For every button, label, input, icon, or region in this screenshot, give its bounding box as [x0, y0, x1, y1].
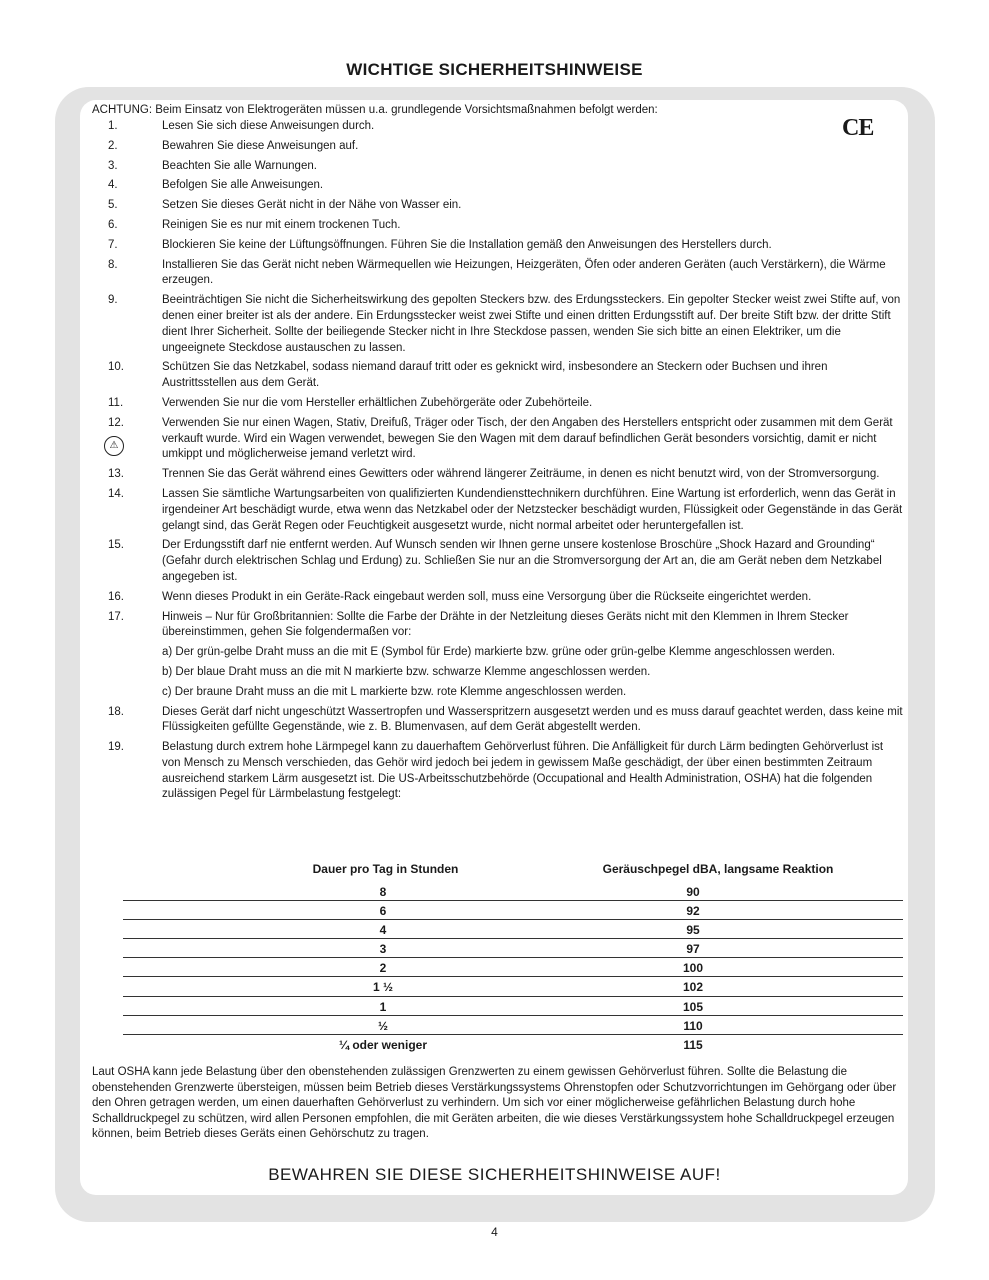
list-item: [108, 665, 904, 681]
cell-duration: 1: [379, 999, 387, 1014]
list-item-number: 19.: [108, 741, 124, 754]
footer-title: BEWAHREN SIE DIESE SICHERHEITSHINWEISE AUF!: [268, 1165, 721, 1184]
list-item-number: 4.: [108, 179, 118, 192]
list-item-text: Setzen Sie dieses Gerät nicht in der Nähe von Wasser ein.: [162, 199, 462, 212]
intro-warning: ACHTUNG: Beim Einsatz von Elektrogeräten müssen u.a. grundlegende Vorsichtsmaßnahmen befolgt werden:: [92, 104, 658, 116]
table-row: [123, 958, 903, 977]
cell-duration: 8: [379, 885, 387, 899]
list-item-number: 16.: [108, 590, 124, 603]
list-item-number: 14.: [108, 487, 124, 500]
list-item-text: Blockieren Sie keine der Lüftungsöffnungen. Führen Sie die Installation gemäß den Anweisungen des Herstellers durch.: [162, 238, 772, 251]
list-item-text: Reinigen Sie es nur mit einem trockenen Tuch.: [162, 218, 401, 231]
list-item-number: 18.: [108, 705, 124, 718]
cell-duration: 2: [379, 961, 387, 976]
cart-warning-icon: ⚠: [104, 436, 124, 456]
table-row: [123, 939, 903, 958]
table-row: [123, 1016, 903, 1035]
list-item: [108, 487, 904, 534]
table-row: [123, 977, 903, 996]
list-item: [108, 705, 904, 737]
list-item: [108, 198, 904, 214]
list-item: [108, 590, 904, 606]
list-item-text: c) Der braune Draht muss an die mit L markierte bzw. rote Klemme angeschlossen werden.: [162, 685, 627, 698]
osha-paragraph: Laut OSHA kann jede Belastung über den obenstehenden zulässigen Grenzwerten zu einem gewissen Gehörverlust führen. Sollte die Belastung die obenstehenden Grenzwerte übersteigen, müssen beim Betrieb dieses Verstärkungssystems Ohrenstopfen oder Schutzvorrichtungen im Gehörgang oder über den Ohren getragen werden, um einen dauerhaften Gehörverlust zu verhindern. Um sich vor einer möglicherweise gefährlichen Belastung durch hohe Schalldruckpegel zu schützen, wird allen Personen empfohlen, die mit Geräten arbeiten, die wie dieses Verstärkungssystem hohe Schalldruckpegel erzeugen können, beim Betrieb dieses Geräts einen Gehörschutz zu tragen.: [92, 1066, 897, 1140]
list-item-number: 11.: [108, 396, 124, 409]
cell-duration: 1 ½: [372, 980, 393, 995]
list-item-text: Trennen Sie das Gerät während eines Gewitters oder während längerer Zeiträume, in denen es nicht benutzt wird, von der Stromversorgung.: [162, 468, 880, 481]
cell-duration: 6: [379, 904, 387, 919]
cell-level: 95: [686, 923, 700, 938]
list-item-text: Beeinträchtigen Sie nicht die Sicherheitswirkung des gepolten Steckers bzw. des Erdungssteckers. Ein gepolter Stecker weist zwei Stifte auf, von denen einer breiter ist als der andere. Ein Erdungsstecker weist zwei Stifte und einen dritten Erdungsstift auf. Der breite Stift bzw. der dritte Stift dient Ihrer Sicherheit. Sollte der beiliegende Stecker nicht in Ihre Steckdose passen, wenden Sie sich bitte an einen Elektriker, um die ungeeignete Steckdose austauschen zu lassen.: [162, 294, 901, 354]
list-item: [108, 159, 904, 175]
cell-level: 92: [686, 904, 700, 919]
table-header: [123, 862, 903, 882]
list-item-text: b) Der blaue Draht muss an die mit N markierte bzw. schwarze Klemme angeschlossen werden.: [162, 665, 651, 678]
cell-level: 102: [682, 980, 704, 995]
list-item-text: Hinweis – Nur für Großbritannien: Sollte die Farbe der Drähte in der Netzleitung dieses Geräts nicht mit den Klemmen in Ihrem Stecker übereinstimmen, gehen Sie folgendermaßen vor:: [162, 610, 849, 639]
page-number: 4: [491, 1225, 498, 1239]
list-item: [108, 178, 904, 194]
list-item: [108, 293, 904, 356]
list-item-number: 9.: [108, 294, 118, 307]
noise-exposure-table: [123, 862, 903, 1053]
list-item-number: 12.: [108, 416, 124, 429]
cell-duration: 4: [379, 923, 387, 938]
list-item-number: 17.: [108, 610, 124, 623]
cell-level: 115: [683, 1037, 703, 1052]
cell-level: 110: [683, 1018, 703, 1033]
list-item: [108, 139, 904, 155]
list-item-text: Bewahren Sie diese Anweisungen auf.: [162, 139, 359, 152]
table-row: [123, 997, 903, 1016]
list-item: [108, 218, 904, 234]
list-item-text: Schützen Sie das Netzkabel, sodass niemand darauf tritt oder es geknickt wird, insbesondere an Steckern oder Buchsen und ihren Austrittsstellen aus dem Gerät.: [162, 361, 828, 390]
list-item-text: Verwenden Sie nur einen Wagen, Stativ, Dreifuß, Träger oder Tisch, der den Angaben des Herstellers entspricht oder zusammen mit dem Gerät verkauft wurde. Wird ein Wagen verwendet, bewegen Sie den Wagen mit dem darauf befindlichen Gerät besonders vorsichtig, damit er nicht umkippt und möglicherweise jemand verletzt wird.: [162, 416, 893, 461]
list-item: [108, 416, 904, 463]
list-item: [108, 685, 904, 701]
list-item-number: 2.: [108, 139, 118, 152]
list-item: [108, 740, 904, 803]
list-item-text: Verwenden Sie nur die vom Hersteller erhältlichen Zubehörgeräte oder Zubehörteile.: [162, 396, 593, 409]
table-row: [123, 1035, 903, 1053]
list-item: [108, 360, 904, 392]
cell-duration: ½: [377, 1018, 388, 1033]
list-item: [108, 610, 904, 642]
list-item: [108, 538, 904, 585]
cell-level: 100: [682, 961, 704, 976]
list-item-number: 13.: [108, 468, 124, 481]
list-item-number: 6.: [108, 218, 118, 231]
page-title: WICHTIGE SICHERHEITSHINWEISE: [346, 60, 643, 79]
cell-level: 90: [686, 885, 700, 899]
ce-mark-icon: CE: [842, 115, 874, 141]
list-item-number: 7.: [108, 238, 118, 251]
header-level: Geräuschpegel dBA, langsame Reaktion: [602, 862, 834, 876]
list-item: [108, 467, 904, 483]
cell-duration: 3: [379, 942, 387, 957]
list-item-number: 15.: [108, 539, 124, 552]
cell-level: 105: [682, 999, 704, 1014]
list-item-number: 3.: [108, 159, 118, 172]
cell-duration: ¼ oder weniger: [338, 1037, 428, 1052]
list-item: [108, 238, 904, 254]
list-item-text: Lesen Sie sich diese Anweisungen durch.: [162, 120, 375, 132]
list-item-text: Befolgen Sie alle Anweisungen.: [162, 179, 324, 192]
list-item: [108, 396, 904, 412]
safety-instructions-list: [108, 119, 904, 807]
list-item: [108, 258, 904, 290]
list-item-number: 8.: [108, 258, 118, 271]
list-item: [108, 119, 904, 135]
list-item-number: 1.: [108, 120, 118, 132]
table-row: [123, 882, 903, 901]
table-row: [123, 920, 903, 939]
list-item-text: a) Der grün-gelbe Draht muss an die mit E (Symbol für Erde) markierte bzw. grüne oder grün-gelbe Klemme angeschlossen werden.: [162, 646, 836, 659]
list-item-number: 5.: [108, 199, 118, 212]
list-item: [108, 645, 904, 661]
header-duration: Dauer pro Tag in Stunden: [312, 862, 459, 876]
table-row: [123, 901, 903, 920]
list-item-text: Dieses Gerät darf nicht ungeschützt Wassertropfen und Wasserspritzern ausgesetzt werden und es muss darauf geachtet werden, dass keine mit Flüssigkeiten gefüllte Gegenstände, wie z. B. Blumenvasen, auf dem Gerät abgestellt werden.: [162, 705, 903, 734]
list-item-text: Der Erdungsstift darf nie entfernt werden. Auf Wunsch senden wir Ihnen gerne unsere kostenlose Broschüre „Shock Hazard and Grounding“ (Gefahr durch elektrischen Schlag und Erdung) zu. Schließen Sie nur an die Stromversorgung der Art an, die am Gerät neben dem Netzkabel angegeben ist.: [162, 539, 882, 583]
list-item-text: Lassen Sie sämtliche Wartungsarbeiten von qualifizierten Kundendiensttechnikern durchführen. Eine Wartung ist erforderlich, wenn das Gerät in irgendeiner Art beschädigt wurde, etwa wenn das Netzkabel oder der Netzstecker beschädigt wurden, Flüssigkeit oder Gegenstände in das Gerät gelangt sind, das Gerät Regen oder Feuchtigkeit ausgesetzt wurde, nicht normal arbeitet oder heruntergefallen ist.: [162, 487, 903, 532]
cell-level: 97: [686, 942, 700, 957]
list-item-text: Beachten Sie alle Warnungen.: [162, 159, 317, 172]
list-item-number: 10.: [108, 361, 124, 374]
list-item-text: Installieren Sie das Gerät nicht neben Wärmequellen wie Heizungen, Heizgeräten, Öfen oder anderen Geräten (auch Verstärkern), die Wärme erzeugen.: [162, 258, 886, 287]
list-item-text: Wenn dieses Produkt in ein Geräte-Rack eingebaut werden soll, muss eine Versorgung über die Rückseite eingerichtet werden.: [162, 590, 812, 603]
list-item-text: Belastung durch extrem hohe Lärmpegel kann zu dauerhaftem Gehörverlust führen. Die Anfälligkeit für durch Lärm bedingten Gehörverlust ist von Mensch zu Mensch verschieden, das Gehör wird jedoch bei jedem in gewissem Maße geschädigt, der über einen bestimmten Zeitraum ausreichend starkem Lärm ausgesetzt ist. Die US-Arbeitsschutzbehörde (Occupational and Health Administration, OSHA) hat die folgenden zulässigen Pegel für Lärmbelastung festgelegt:: [162, 741, 884, 801]
